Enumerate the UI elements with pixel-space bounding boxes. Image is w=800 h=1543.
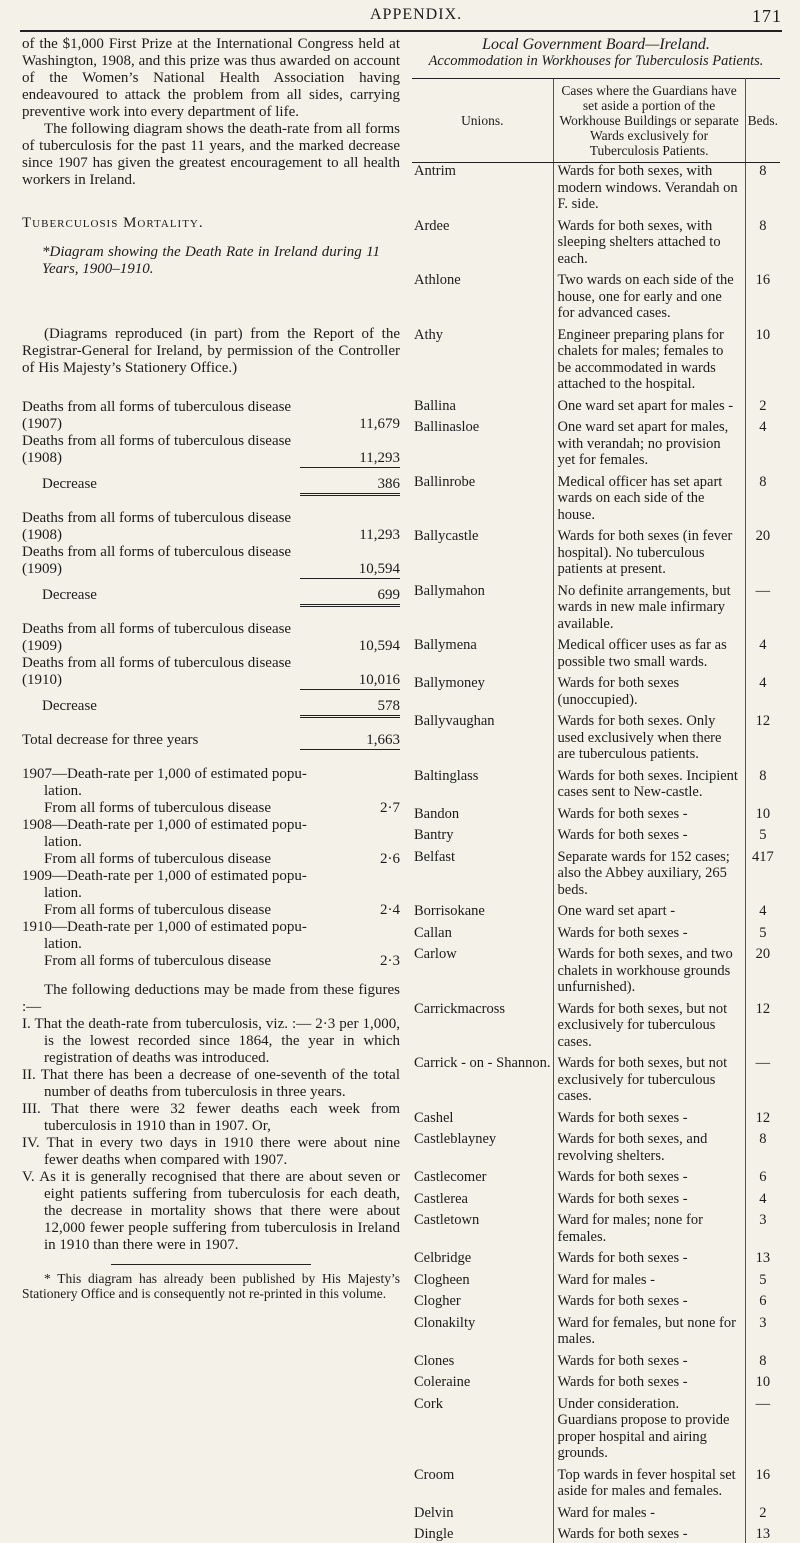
decrease-value: 699: [377, 587, 400, 603]
union-beds: 10: [755, 326, 771, 343]
union-name: Ardee: [414, 217, 450, 234]
union-name: Ballymena: [414, 637, 477, 653]
union-name: Carlow: [414, 946, 457, 962]
stat-value: 11,293: [359, 527, 400, 543]
union-beds: 6: [759, 1293, 767, 1309]
table-row: [412, 1050, 780, 1105]
union-name: Antrim: [414, 163, 456, 179]
decrease-row: [22, 587, 400, 604]
union-name: Bandon: [414, 805, 460, 822]
union-name: Ballinasloe: [414, 419, 480, 435]
union-description: Under consideration. Guardians propose to provide proper hospital and airing grounds.: [553, 1391, 745, 1462]
table-row: [412, 1462, 780, 1500]
union-name: Castleblayney: [414, 1131, 497, 1147]
stat-block: [22, 510, 400, 607]
stat-block: [22, 399, 400, 496]
rate-row: [22, 800, 400, 817]
table-row: [412, 414, 780, 469]
union-name: Castlerea: [414, 1190, 468, 1207]
union-name: Celbridge: [414, 1250, 472, 1266]
rate-value: 2·6: [380, 851, 400, 867]
union-beds: 4: [759, 419, 767, 435]
union-name: Castletown: [414, 1212, 480, 1228]
union-name: Bantry: [414, 827, 454, 843]
deaths-statistics: [22, 399, 400, 718]
table-row: [412, 393, 780, 415]
stat-value: 11,679: [359, 416, 400, 432]
union-beds: 4: [759, 1190, 767, 1207]
union-name: Ballycastle: [414, 528, 479, 544]
union-name: Clogheen: [414, 1271, 470, 1288]
stat-line: Deaths from all forms of tuberculous disease: [22, 621, 292, 637]
union-description: One ward set apart for males -: [553, 393, 745, 415]
table-row: [412, 670, 780, 708]
table-row: [412, 1105, 780, 1127]
table-row: [412, 578, 780, 633]
union-beds: 4: [759, 637, 767, 653]
union-description: Medical officer has set apart wards on each side of the house.: [553, 469, 745, 524]
decrease-row: [22, 698, 400, 715]
union-beds: 8: [759, 217, 767, 234]
diagram-intro-paragraph: The following diagram shows the death-rate from all forms of tuberculosis for the past 11 years, and the marked decrease since 1907 has given the greatest encouragement to all health workers in Ireland.: [22, 121, 400, 188]
union-name: Clones: [414, 1352, 455, 1369]
union-beds: 8: [759, 767, 767, 784]
table-row: [412, 632, 780, 670]
union-description: Wards for both sexes (unoccupied).: [553, 670, 745, 708]
workhouse-table: [412, 78, 780, 1543]
table-row: [412, 1348, 780, 1370]
union-beds: 6: [759, 1169, 767, 1185]
table-row: [412, 941, 780, 996]
union-beds: 8: [759, 1352, 767, 1369]
union-name: Athlone: [414, 272, 461, 288]
union-description: Wards for both sexes -: [553, 801, 745, 823]
deduction-item: II. That there has been a decrease of one-seventh of the total number of deaths from tuberculosis in three years.: [22, 1067, 400, 1100]
deductions-list: [22, 1016, 400, 1254]
union-description: Wards for both sexes -: [553, 1186, 745, 1208]
table-row: [412, 267, 780, 322]
union-beds: 16: [755, 272, 771, 288]
union-name: Carrickmacross: [414, 1000, 505, 1017]
union-description: Wards for both sexes -: [553, 1164, 745, 1186]
union-description: Wards for both sexes -: [553, 1348, 745, 1370]
deductions-intro: The following deductions may be made from these figures :—: [22, 982, 400, 1015]
rate-value: 2·4: [380, 902, 400, 918]
union-beds: 13: [755, 1250, 771, 1266]
union-description: Wards for both sexes, and two chalets in workhouse grounds unfurnished).: [553, 941, 745, 996]
union-beds: 3: [759, 1212, 767, 1228]
decrease-label: Decrease: [42, 587, 97, 603]
table-row: [412, 920, 780, 942]
table-row: [412, 163, 780, 213]
stat-block: [22, 621, 400, 718]
union-beds: 12: [755, 1000, 771, 1017]
rate-label: From all forms of tuberculous disease: [44, 953, 272, 969]
table-title: Local Government Board—Ireland.: [482, 36, 710, 53]
stat-value: 10,016: [358, 672, 400, 688]
table-row: [412, 763, 780, 801]
decrease-row: [22, 476, 400, 493]
right-column: [412, 36, 780, 1543]
union-name: Delvin: [414, 1504, 454, 1521]
rate-label: From all forms of tuberculous disease: [44, 851, 272, 867]
deduction-item: III. That there were 32 fewer deaths each week from tuberculosis in 1910 than in 1907. Or,: [22, 1101, 400, 1134]
union-description: Wards for both sexes -: [553, 1245, 745, 1267]
rate-row: [22, 851, 400, 868]
table-row: [412, 1245, 780, 1267]
union-beds: 5: [759, 1271, 767, 1288]
union-name: Ballymoney: [414, 675, 485, 691]
union-beds: 417: [751, 848, 774, 865]
rate-value: 2·7: [380, 800, 400, 816]
stat-line: Deaths from all forms of tuberculous disease: [22, 655, 292, 671]
table-row: [412, 1391, 780, 1462]
stat-row: [22, 638, 400, 655]
stat-year: (1907): [22, 416, 62, 432]
union-name: Belfast: [414, 848, 456, 865]
rate-row: [22, 953, 400, 970]
union-description: Wards for both sexes, but not exclusively for tuberculous cases.: [553, 996, 745, 1051]
stat-value: 10,594: [358, 561, 400, 577]
union-description: Wards for both sexes -: [553, 1369, 745, 1391]
deduction-item: V. As it is generally recognised that there are about seven or eight patients suffering from tuberculosis for each death, the decrease in mortality shows that there were about 12,000 fewer people suffering from tuberculosis in Ireland in 1910 than there were in 1907.: [22, 1169, 400, 1253]
union-description: Wards for both sexes -: [553, 1105, 745, 1127]
table-row: [412, 844, 780, 899]
union-description: Two wards on each side of the house, one for early and one for advanced cases.: [553, 267, 745, 322]
union-description: Wards for both sexes, with sleeping shelters attached to each.: [553, 213, 745, 268]
union-name: Baltinglass: [414, 767, 479, 784]
rate-label: From all forms of tuberculous disease: [44, 800, 272, 816]
union-name: Coleraine: [414, 1374, 471, 1390]
page-number: 171: [752, 6, 782, 26]
union-description: Wards for both sexes -: [553, 1288, 745, 1310]
union-description: Wards for both sexes. Incipient cases sent to New-castle.: [553, 763, 745, 801]
stat-row: [22, 527, 400, 544]
rate-row: [22, 902, 400, 919]
col-beds: Beds.: [745, 79, 780, 163]
union-description: Ward for males -: [553, 1500, 745, 1522]
union-beds: 5: [759, 924, 767, 941]
table-row: [412, 1310, 780, 1348]
total-decrease-row: [22, 732, 400, 749]
diagram-placeholder: [22, 278, 400, 326]
union-name: Castlecomer: [414, 1169, 487, 1185]
deduction-item: I. That the death-rate from tuberculosis, viz. :— 2·3 per 1,000, is the lowest recorded since 1864, the year in which registration of deaths was introduced.: [22, 1016, 400, 1066]
stat-rule: [300, 467, 400, 468]
stat-line: Deaths from all forms of tuberculous disease: [22, 544, 292, 560]
stat-year: (1909): [22, 561, 62, 577]
table-row: [412, 996, 780, 1051]
stat-row: [22, 416, 400, 433]
decrease-label: Decrease: [42, 698, 97, 714]
total-rule: [300, 749, 400, 750]
death-rates: [22, 766, 400, 970]
rate-value: 2·3: [380, 953, 400, 969]
union-beds: 5: [759, 827, 767, 843]
rate-heading: 1910—Death-rate per 1,000 of estimated popu-: [22, 919, 307, 935]
union-description: No definite arrangements, but wards in new male infirmary available.: [553, 578, 745, 633]
union-description: Wards for both sexes, but not exclusively for tuberculous cases.: [553, 1050, 745, 1105]
union-name: Ballinrobe: [414, 473, 476, 490]
union-beds: 4: [759, 903, 767, 919]
union-name: Clonakilty: [414, 1314, 476, 1331]
union-description: Ward for males; none for females.: [553, 1207, 745, 1245]
decrease-value: 578: [377, 698, 400, 714]
union-description: Medical officer uses as far as possible two small wards.: [553, 632, 745, 670]
running-title: APPENDIX.: [370, 6, 463, 23]
union-description: Engineer preparing plans for chalets for males; females to be accommodated in wards attached to the hospital.: [553, 322, 745, 393]
table-row: [412, 469, 780, 524]
union-description: Wards for both sexes, with modern windows. Verandah on F. side.: [553, 163, 745, 213]
table-subtitle: Accommodation in Workhouses for Tuberculosis Patients.: [428, 53, 764, 69]
col-unions: Unions.: [412, 79, 553, 163]
table-row: [412, 1164, 780, 1186]
union-description: Top wards in fever hospital set aside for males and females.: [553, 1462, 745, 1500]
union-description: One ward set apart -: [553, 898, 745, 920]
rate-cont: lation.: [44, 885, 82, 901]
union-description: Wards for both sexes, and revolving shelters.: [553, 1126, 745, 1164]
union-beds: 4: [759, 675, 767, 691]
stat-row: [22, 561, 400, 578]
union-name: Cork: [414, 1395, 443, 1412]
union-beds: 10: [755, 805, 771, 822]
table-row: [412, 1126, 780, 1164]
table-row: [412, 1186, 780, 1208]
table-row: [412, 322, 780, 393]
union-beds: 16: [755, 1466, 771, 1483]
union-beds: 20: [755, 528, 771, 544]
union-beds: 8: [759, 473, 767, 490]
union-beds: 20: [755, 946, 771, 962]
union-description: Ward for females, but none for males.: [553, 1310, 745, 1348]
union-name: Croom: [414, 1466, 455, 1483]
union-beds: 12: [755, 1109, 771, 1126]
col-cases: Cases where the Guardians have set aside a portion of the Workhouse Buildings or separate Wards exclusively for Tuberculosis Patients.: [553, 79, 745, 163]
section-heading: Tuberculosis Mortality.: [22, 215, 204, 231]
union-description: Wards for both sexes (in fever hospital). No tuberculous patients at present.: [553, 523, 745, 578]
union-beds: 12: [755, 713, 771, 729]
union-description: Wards for both sexes. Only used exclusively when there are tuberculous patients.: [553, 708, 745, 763]
table-row: [412, 1207, 780, 1245]
stat-year: (1909): [22, 638, 62, 654]
rate-cont: lation.: [44, 783, 82, 799]
header-rule: [20, 30, 782, 32]
table-row: [412, 1267, 780, 1289]
union-name: Athy: [414, 326, 443, 343]
union-description: Ward for males -: [553, 1267, 745, 1289]
union-name: Dingle: [414, 1526, 454, 1542]
decrease-label: Decrease: [42, 476, 97, 492]
table-row: [412, 213, 780, 268]
stat-row: [22, 450, 400, 467]
table-row: [412, 523, 780, 578]
union-description: Wards for both sexes -: [553, 920, 745, 942]
stat-line: Deaths from all forms of tuberculous disease: [22, 510, 292, 526]
stat-value: 10,594: [358, 638, 400, 654]
table-row: [412, 1500, 780, 1522]
stat-value: 11,293: [359, 450, 400, 466]
footnote: * This diagram has already been published by His Majesty’s Stationery Office and is consequently not re-printed in this volume.: [22, 1271, 400, 1301]
union-beds: 13: [755, 1526, 771, 1542]
union-description: Wards for both sexes -: [553, 822, 745, 844]
table-row: [412, 708, 780, 763]
union-beds: 10: [755, 1374, 771, 1390]
stat-rule: [300, 689, 400, 690]
rate-cont: lation.: [44, 834, 82, 850]
deduction-item: IV. That in every two days in 1910 there were about nine fewer deaths when compared with 1907.: [22, 1135, 400, 1168]
union-beds: —: [755, 1395, 771, 1412]
union-name: Carrick - on - Shannon.: [414, 1055, 551, 1071]
table-header-row: [412, 79, 780, 163]
union-beds: 3: [759, 1314, 767, 1331]
decrease-rule: [300, 604, 400, 607]
table-row: [412, 822, 780, 844]
diagram-title: *Diagram showing the Death Rate in Ireland during 11 Years, 1900–1910.: [42, 244, 380, 277]
stat-rule: [300, 578, 400, 579]
rate-heading: 1908—Death-rate per 1,000 of estimated popu-: [22, 817, 307, 833]
intro-paragraph: of the $1,000 First Prize at the International Congress held at Washington, 1908, and this prize was thus awarded on account of the Women’s National Health Association having endeavoured to attack the problem from all sides, carrying preventive work into every department of life.: [22, 36, 400, 120]
decrease-value: 386: [377, 476, 400, 492]
rate-heading: 1909—Death-rate per 1,000 of estimated popu-: [22, 868, 307, 884]
stat-line: Deaths from all forms of tuberculous disease: [22, 399, 292, 415]
stat-year: (1910): [22, 672, 62, 688]
union-name: Ballina: [414, 397, 456, 414]
table-row: [412, 898, 780, 920]
total-decrease-value: 1,663: [366, 732, 400, 748]
union-description: Separate wards for 152 cases; also the Abbey auxiliary, 265 beds.: [553, 844, 745, 899]
stat-year: (1908): [22, 450, 62, 466]
left-column: [22, 36, 400, 1301]
rate-cont: lation.: [44, 936, 82, 952]
union-name: Ballymahon: [414, 582, 485, 599]
union-beds: 2: [759, 397, 767, 414]
union-name: Borrisokane: [414, 903, 485, 919]
union-name: Ballyvaughan: [414, 713, 495, 729]
union-description: One ward set apart for males, with verandah; no provision yet for females.: [553, 414, 745, 469]
rate-label: From all forms of tuberculous disease: [44, 902, 272, 918]
total-decrease-label: Total decrease for three years: [22, 732, 199, 748]
table-row: [412, 1521, 780, 1543]
stat-row: [22, 672, 400, 689]
footnote-rule: [111, 1264, 311, 1265]
union-description: Wards for both sexes -: [553, 1521, 745, 1543]
table-row: [412, 1288, 780, 1310]
union-beds: —: [755, 1055, 771, 1071]
table-row: [412, 1369, 780, 1391]
union-name: Cashel: [414, 1109, 454, 1126]
decrease-rule: [300, 715, 400, 718]
stat-line: Deaths from all forms of tuberculous disease: [22, 433, 292, 449]
union-name: Clogher: [414, 1293, 461, 1309]
union-beds: 8: [759, 163, 767, 179]
table-row: [412, 801, 780, 823]
diagram-note: (Diagrams reproduced (in part) from the Report of the Registrar-General for Ireland, by permission of the Controller of His Majesty’s Stationery Office.): [22, 326, 400, 376]
decrease-rule: [300, 493, 400, 496]
union-beds: 2: [759, 1504, 767, 1521]
stat-year: (1908): [22, 527, 62, 543]
page-header: [0, 0, 800, 34]
rate-heading: 1907—Death-rate per 1,000 of estimated popu-: [22, 766, 307, 782]
union-beds: 8: [759, 1131, 767, 1147]
union-beds: —: [755, 582, 771, 599]
union-name: Callan: [414, 924, 452, 941]
